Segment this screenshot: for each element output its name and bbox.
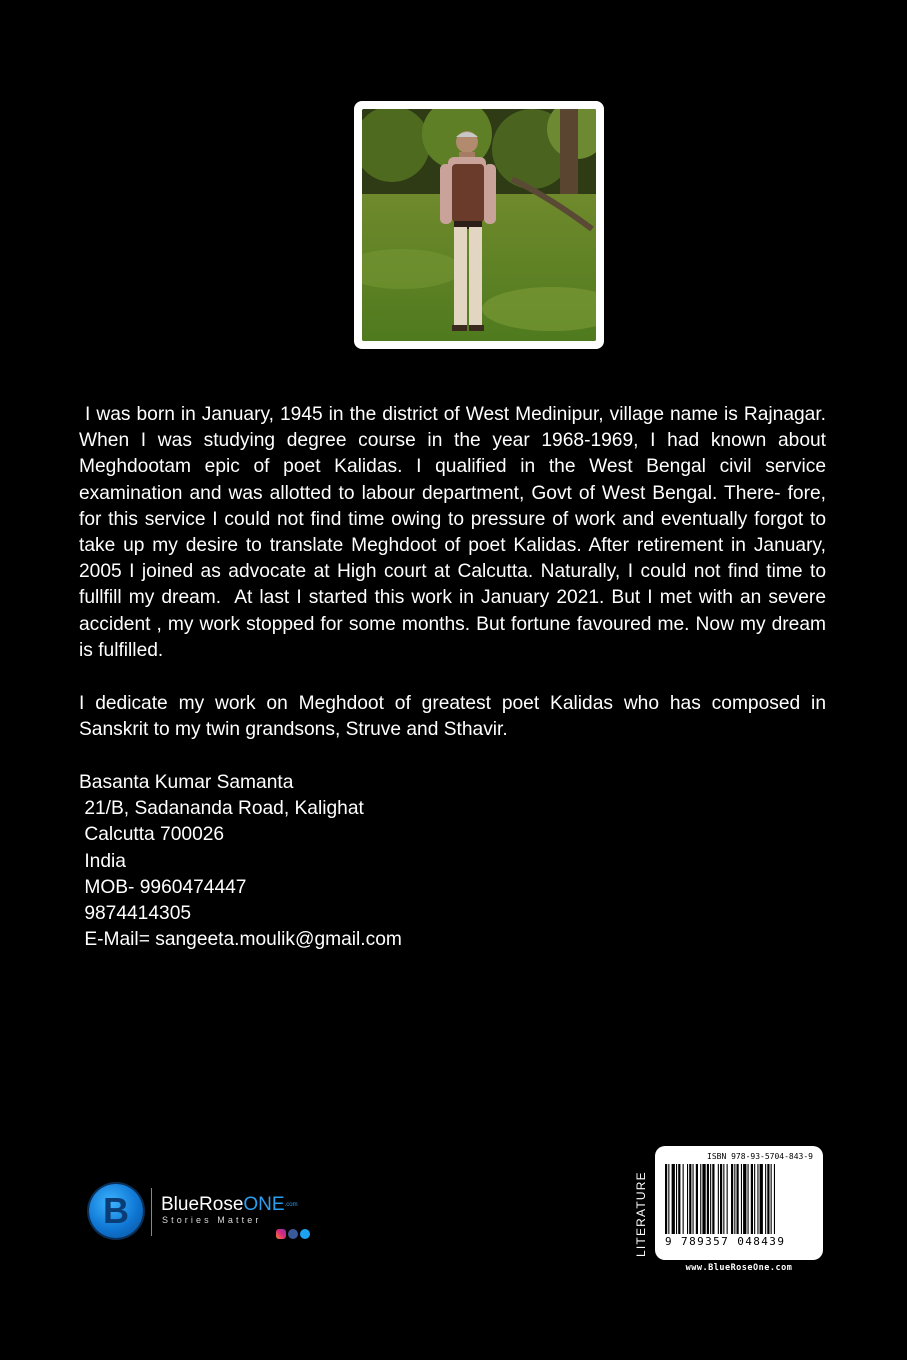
barcode-bar xyxy=(723,1164,724,1234)
author-photo-frame xyxy=(354,101,604,349)
publisher-logo xyxy=(89,1182,329,1242)
barcode-bar xyxy=(702,1164,705,1234)
logo-letter: B xyxy=(103,1190,129,1231)
dedication-text: I dedicate my work on Meghdoot of greatest poet Kalidas who has composed in Sanskrit to my twin grandsons, Struve and Sthavir. xyxy=(79,693,826,741)
barcode-bar xyxy=(718,1164,719,1234)
barcode-bar xyxy=(696,1164,698,1234)
ean-digits: 9 789357 048439 xyxy=(665,1235,786,1248)
instagram-icon xyxy=(276,1229,286,1239)
address-phone: 9874414305 xyxy=(79,903,192,925)
barcode-bar xyxy=(743,1164,746,1234)
social-icons xyxy=(276,1229,310,1239)
barcode-bar xyxy=(757,1164,758,1234)
address-city: Calcutta 700026 xyxy=(79,824,225,846)
publisher-website: www.BlueRoseOne.com xyxy=(685,1263,793,1273)
barcode-bar xyxy=(767,1164,769,1234)
barcode-bar xyxy=(720,1164,722,1234)
publisher-tagline: Stories Matter xyxy=(162,1215,262,1225)
author-address-block xyxy=(79,770,402,953)
genre-label: LITERATURE xyxy=(634,1171,648,1257)
barcode-bar xyxy=(668,1164,669,1234)
logo-divider xyxy=(151,1188,152,1236)
address-street: 21/B, Sadananda Road, Kalighat xyxy=(79,798,364,820)
barcode-bar xyxy=(751,1164,753,1234)
barcode-bar xyxy=(712,1164,714,1234)
barcode-bar xyxy=(693,1164,694,1234)
address-email: E-Mail= sangeeta.moulik@gmail.com xyxy=(79,929,402,951)
barcode-bar xyxy=(754,1164,755,1234)
twitter-icon xyxy=(300,1229,310,1239)
barcode-bar xyxy=(665,1164,667,1234)
isbn-label: ISBN 978-93-5704-843-9 xyxy=(707,1152,813,1161)
barcode-bar xyxy=(707,1164,709,1234)
barcode-bar xyxy=(765,1164,766,1234)
publisher-name-white: BlueRose xyxy=(161,1194,244,1215)
author-biography: I was born in January, 1945 in the district of West Medinipur, village name is Rajnagar. When I was studying degree course in the year 1968-1969, I had known about Meghdootam epic of poet Kalidas. I qualified in the West Bengal civil service examination and was allotted to labour department, Govt of West Bengal. There- fore, for this service I could not find time owing to pressure of work and eventually forgot to take up my desire to translate Meghdoot of poet Kalidas. After retirement in January, 2005 I joined as advocate at High court at Calcutta. Naturally, I could not find time to fullfill my dream. At last I started this work in January 2021. But I met with an severe accident , my work stopped for some months. But fortune favoured me. Now my dream is fulfilled. xyxy=(79,404,832,661)
barcode-bar xyxy=(710,1164,711,1234)
address-mobile: MOB- 9960474447 xyxy=(79,876,247,898)
barcode-bar xyxy=(700,1164,701,1234)
barcode-bars xyxy=(665,1164,813,1234)
barcode-bar xyxy=(689,1164,691,1234)
barcode-bar xyxy=(774,1164,775,1234)
barcode-bar xyxy=(727,1164,728,1234)
barcode-bar xyxy=(741,1164,742,1234)
barcode-bar xyxy=(771,1164,772,1234)
facebook-icon xyxy=(288,1229,298,1239)
publisher-name-blue: ONE xyxy=(243,1194,285,1215)
barcode-bar xyxy=(683,1164,684,1234)
barcode-bar xyxy=(687,1164,688,1234)
barcode-bar xyxy=(737,1164,739,1234)
barcode-bar xyxy=(676,1164,677,1234)
publisher-name-suffix: .com xyxy=(284,1202,298,1208)
isbn-barcode xyxy=(655,1146,823,1260)
barcode-bar xyxy=(678,1164,680,1234)
barcode-bar xyxy=(731,1164,733,1234)
barcode-bar xyxy=(760,1164,763,1234)
address-country: India xyxy=(79,850,126,872)
author-photo xyxy=(362,109,596,341)
publisher-name xyxy=(161,1194,298,1216)
author-name: Basanta Kumar Samanta xyxy=(79,772,294,793)
barcode-bar xyxy=(672,1164,675,1234)
barcode-bar xyxy=(734,1164,735,1234)
barcode-bar xyxy=(748,1164,749,1234)
